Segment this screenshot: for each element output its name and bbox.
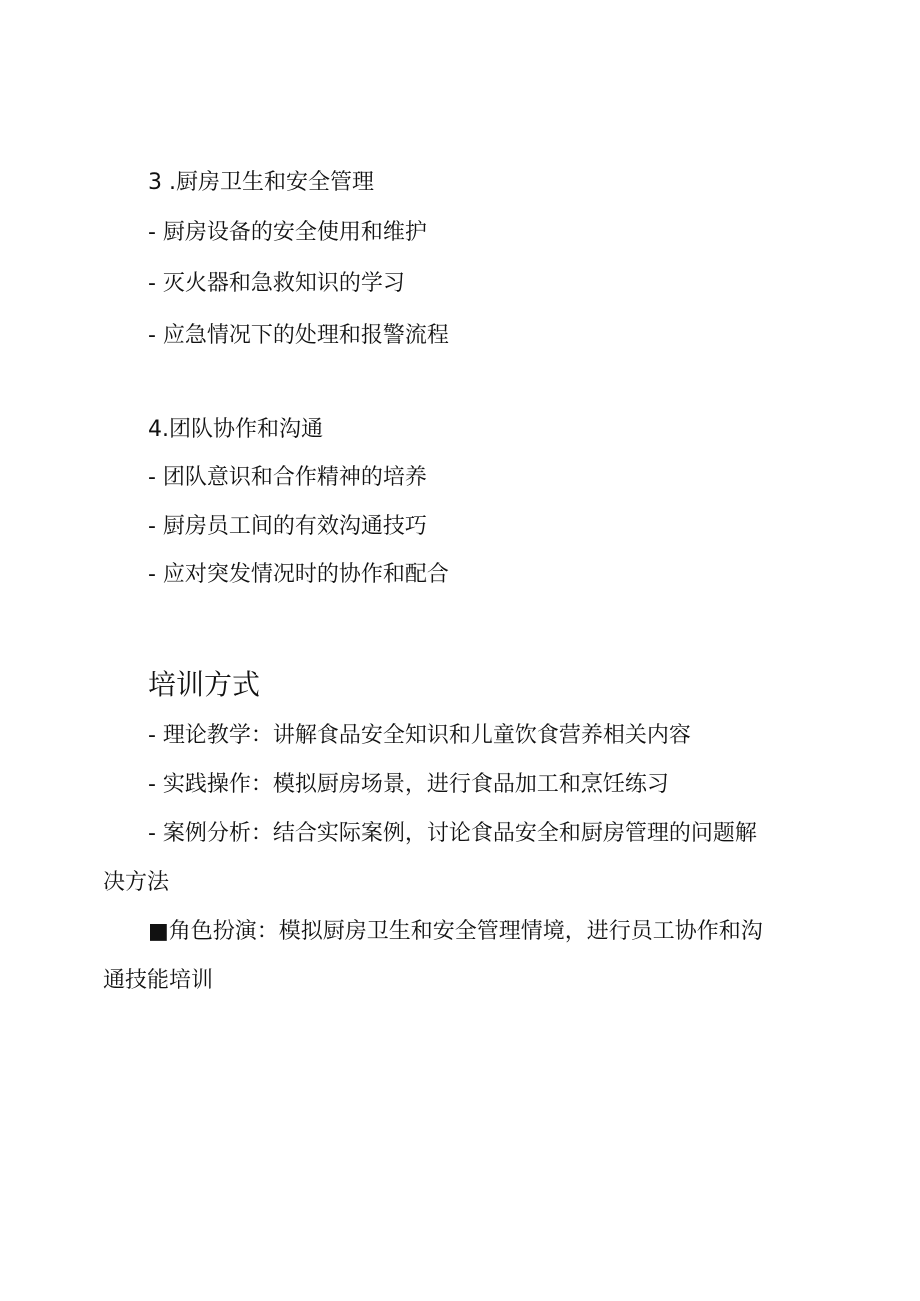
list-item: - 应对突发情况时的协作和配合 xyxy=(148,562,449,587)
list-item: - 厨房员工间的有效沟通技巧 xyxy=(148,514,427,539)
training-heading: 培训方式 xyxy=(148,668,261,701)
list-item: - 灭火器和急救知识的学习 xyxy=(148,271,405,296)
case-analysis-line-1: - 案例分析：结合实际案例，讨论食品安全和厨房管理的问题解 xyxy=(148,821,757,846)
list-item: - 团队意识和合作精神的培养 xyxy=(148,465,427,490)
list-item: - 厨房设备的安全使用和维护 xyxy=(148,220,427,245)
list-item: - 理论教学：讲解食品安全知识和儿童饮食营养相关内容 xyxy=(148,723,691,748)
role-play-line-1: ■角色扮演：模拟厨房卫生和安全管理情境，进行员工协作和沟 xyxy=(148,919,763,944)
section-4-title: 4.团队协作和沟通 xyxy=(148,417,323,442)
list-item: - 应急情况下的处理和报警流程 xyxy=(148,323,449,348)
section-3-title: 3 .厨房卫生和安全管理 xyxy=(148,170,374,195)
list-item: - 实践操作：模拟厨房场景，进行食品加工和烹饪练习 xyxy=(148,772,669,797)
role-play-line-2: 通技能培训 xyxy=(103,968,214,993)
case-analysis-line-2: 决方法 xyxy=(103,870,170,895)
